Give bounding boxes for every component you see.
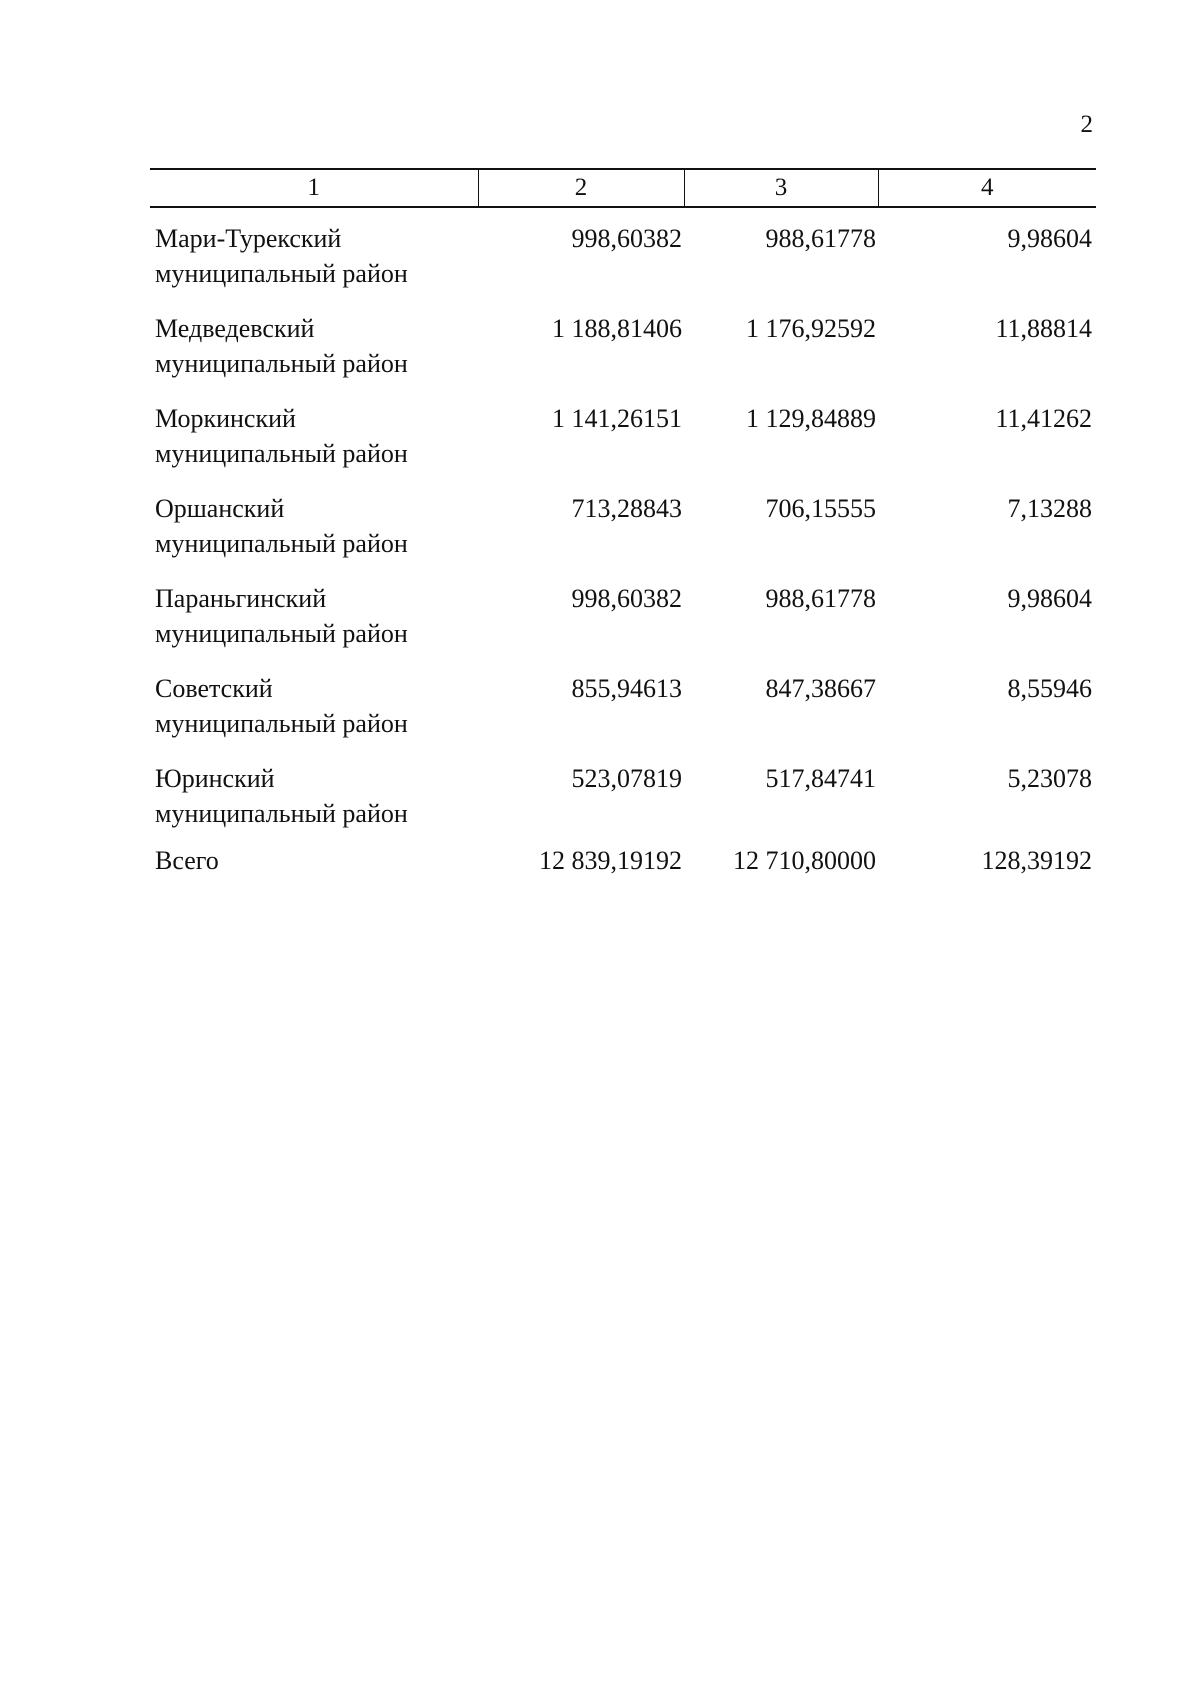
value-col2: 855,94613 (571, 674, 682, 703)
data-table (150, 168, 1096, 878)
column-header-3: 3 (684, 169, 878, 207)
value-col2: 1 141,26151 (552, 404, 682, 433)
region-name: Советский (155, 674, 273, 703)
value-col3: 1 129,84889 (746, 404, 876, 433)
value-col3: 1 176,92592 (746, 314, 876, 343)
value-col2: 713,28843 (571, 494, 682, 523)
column-header-2: 2 (478, 169, 684, 207)
region-name: Юринский (155, 764, 275, 793)
table-row (150, 571, 1096, 661)
region-type: муниципальный район (155, 619, 408, 648)
value-col3: 517,84741 (765, 764, 876, 793)
table-row (150, 301, 1096, 391)
table-header (150, 169, 1096, 207)
table-row (150, 661, 1096, 751)
region-name-cell (150, 571, 478, 661)
total-col4: 128,39192 (981, 846, 1092, 875)
value-col2: 1 188,81406 (552, 314, 682, 343)
value-col4: 5,23078 (1007, 764, 1092, 793)
value-col4: 9,98604 (1007, 224, 1092, 253)
table-row (150, 391, 1096, 481)
region-type: муниципальный район (155, 439, 408, 468)
region-name: Оршанский (155, 494, 285, 523)
table-row (150, 207, 1096, 301)
table-row (150, 481, 1096, 571)
value-col2: 998,60382 (571, 224, 682, 253)
value-col4: 9,98604 (1007, 584, 1092, 613)
value-col3: 847,38667 (765, 674, 876, 703)
total-col2: 12 839,19192 (539, 846, 682, 875)
region-name-cell (150, 751, 478, 841)
table-body (150, 207, 1096, 878)
value-col2: 523,07819 (571, 764, 682, 793)
region-name-cell (150, 661, 478, 751)
header-row (150, 169, 1096, 207)
column-header-4: 4 (878, 169, 1096, 207)
region-type: муниципальный район (155, 799, 408, 828)
page-number: 2 (1080, 111, 1093, 138)
total-col3: 12 710,80000 (733, 846, 876, 875)
region-name: Мари-Турекский (155, 224, 342, 253)
data-table-container (150, 168, 1096, 878)
total-label: Всего (155, 846, 219, 875)
region-name-cell (150, 301, 478, 391)
region-name-cell (150, 481, 478, 571)
region-type: муниципальный район (155, 259, 408, 288)
region-name-cell (150, 207, 478, 301)
region-name: Параньгинский (155, 584, 327, 613)
value-col4: 11,88814 (995, 314, 1092, 343)
table-row (150, 751, 1096, 841)
region-name: Медведевский (155, 314, 315, 343)
value-col4: 7,13288 (1007, 494, 1092, 523)
value-col3: 988,61778 (765, 584, 876, 613)
value-col2: 998,60382 (571, 584, 682, 613)
region-type: муниципальный район (155, 529, 408, 558)
column-header-1: 1 (150, 169, 478, 207)
region-type: муниципальный район (155, 709, 408, 738)
value-col3: 988,61778 (765, 224, 876, 253)
region-name: Моркинский (155, 404, 296, 433)
value-col4: 11,41262 (995, 404, 1092, 433)
region-type: муниципальный район (155, 349, 408, 378)
region-name-cell (150, 391, 478, 481)
value-col4: 8,55946 (1007, 674, 1092, 703)
total-row (150, 841, 1096, 878)
value-col3: 706,15555 (765, 494, 876, 523)
